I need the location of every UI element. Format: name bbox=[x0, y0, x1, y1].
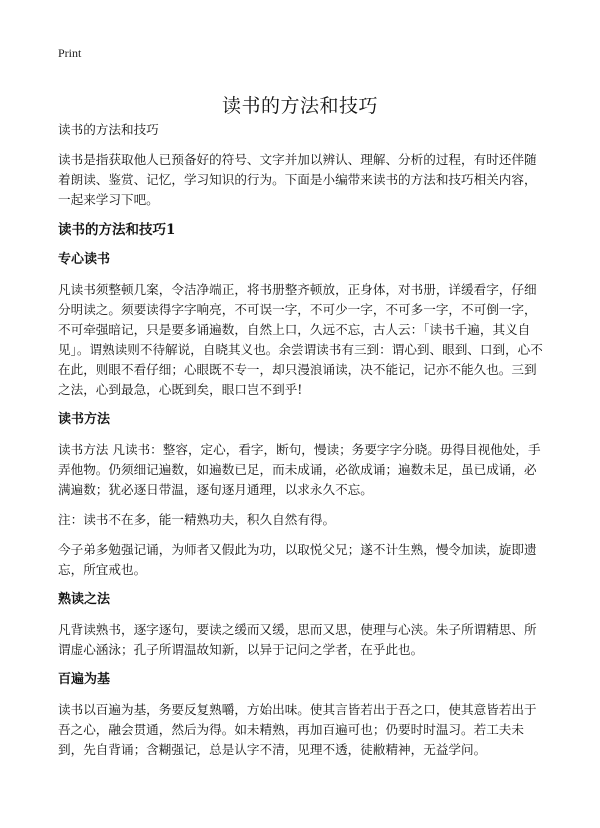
heading-familiar-reading: 熟读之法 bbox=[58, 592, 111, 607]
section-heading: 读书的方法和技巧1 bbox=[58, 222, 176, 238]
paragraph-reading-warning: 今子弟多勉强记诵，为师者又假此为功，以取悦父兄；遂不计生熟，慢令加读，旋即遗忘，所宜戒也。 bbox=[58, 542, 537, 577]
heading-hundred-times: 百遍为基 bbox=[58, 672, 111, 687]
intro-paragraph: 读书是指获取他人已预备好的符号、文字并加以辨认、理解、分析的过程，有时还伴随着朗读、鉴赏、记忆，学习知识的行为。下面是小编带来读书的方法和技巧相关内容，一起来学习下吧。 bbox=[58, 152, 537, 207]
paragraph-reading-note: 注：读书不在多，能一精熟功夫，积久自然有得。 bbox=[58, 512, 336, 527]
heading-focus-reading: 专心读书 bbox=[58, 252, 111, 267]
heading-reading-method: 读书方法 bbox=[58, 412, 111, 427]
article-body bbox=[58, 120, 548, 770]
paragraph-focus-reading: 凡读书须整顿几案，令洁净端正，将书册整齐顿放，正身体，对书册，详缓看字，仔细分明读之。须要读得字字响亮，不可误一字，不可少一字，不可多一字，不可倒一字，不可牵强暗记，只是要多诵遍数，自然上口，久远不忘，古人云：「读书千遍，其义自见」。谓熟读则不待解说，自晓其义也。余尝谓读书有三到：谓心到、眼到、口到，心不在此，则眼不看仔细；心眼既不专一，却只漫浪诵读，决不能记，记亦不能久也。三到之法，心到最急，心既到矣，眼口岂不到乎! bbox=[58, 282, 543, 397]
article-subtitle: 读书的方法和技巧 bbox=[58, 122, 159, 137]
paragraph-reading-method: 读书方法 凡读书：整容，定心，看字，断句，慢读；务要字字分晓。毋得目视他处，手弄他物。仍须细记遍数，如遍数已足，而未成诵，必欲成诵；遍数未足，虽已成诵，必满遍数；犹必逐日带温，逐旬逐月通理，以求永久不忘。 bbox=[58, 442, 541, 497]
paragraph-hundred-times: 读书以百遍为基，务要反复熟嚼，方始出味。使其言皆若出于吾之口，使其意皆若出于吾之心，融会贯通，然后为得。如未精熟，再加百遍可也；仍要时时温习。若工夫未到，先自背诵；含糊强记，总是认字不清，见理不透，徒敝精神，无益学问。 bbox=[58, 702, 537, 757]
page-title: 读书的方法和技巧 bbox=[221, 94, 378, 117]
print-label[interactable]: Print bbox=[58, 46, 82, 60]
paragraph-familiar-reading: 凡背读熟书，逐字逐句，要读之缓而又缓，思而又思，使理与心浃。朱子所谓精思、所谓虚心涵泳；孔子所谓温故知新，以异于记问之学者，在乎此也。 bbox=[58, 622, 537, 657]
